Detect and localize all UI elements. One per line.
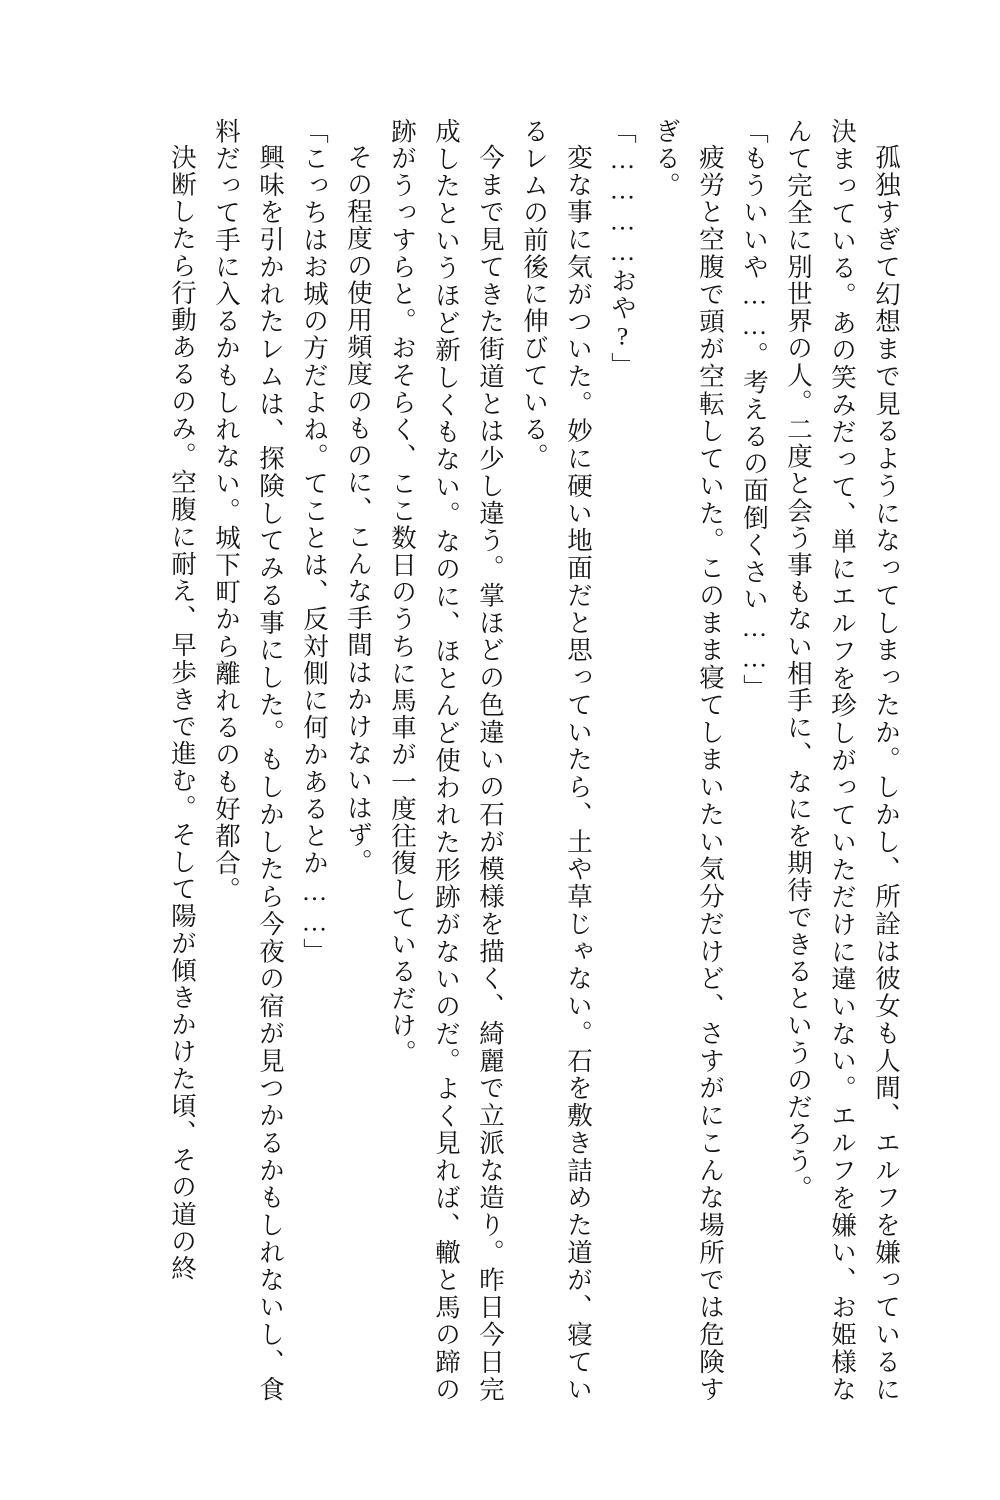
- paragraph: 興味を引かれたレムは、探険してみる事にした。もしかしたら今夜の宿が見つかるかもしれないし、食料だって手に入るかもしれない。城下町から離れるのも好都合。: [212, 118, 285, 1403]
- paragraph: 疲労と空腹で頭が空転していた。このまま寝てしまいたい気分だけど、さすがにこんな場所では危険すぎる。: [652, 118, 725, 1403]
- paragraph: 「こっちはお城の方だよね。てことは、反対側に何かあるとか……」: [300, 118, 329, 966]
- paragraph: 孤独すぎて幻想まで見るようになってしまったか。しかし、所詮は彼女も人間、エルフを嫌っているに決まっている。あの笑みだって、単にエルフを珍しがっていただけに違いない。エルフを嫌い、お姫様なんて完全に別世界の人。二度と会う事もない相手に、なにを期待できるというのだろう。: [784, 118, 901, 1403]
- paragraph: 今まで見てきた街道とは少し違う。掌ほどの色違いの石が模様を描く、綺麗で立派な造り。昨日今日完成したというほど新しくもない。なのに、ほとんど使われた形跡がないのだ。よく見れば、轍と馬の蹄の跡がうっすらと。おそらく、ここ数日のうちに馬車が一度往復しているだけ。: [388, 118, 505, 1403]
- paragraph: 「もういいや……。考えるの面倒くさい……」: [740, 118, 769, 702]
- paragraph: 変な事に気がついた。妙に硬い地面だと思っていたら、土や草じゃない。石を敷き詰めた道が、寝ているレムの前後に伸びている。: [520, 118, 593, 1403]
- paragraph: 決断したら行動あるのみ。空腹に耐え、早歩きで進む。そして陽が傾きかけた頃、その道の終: [168, 144, 197, 1283]
- paragraph: 「…………おや?」: [608, 118, 637, 380]
- paragraph: その程度の使用頻度のものに、こんな手間はかけないはず。: [344, 144, 373, 876]
- body-text: [60, 118, 908, 1403]
